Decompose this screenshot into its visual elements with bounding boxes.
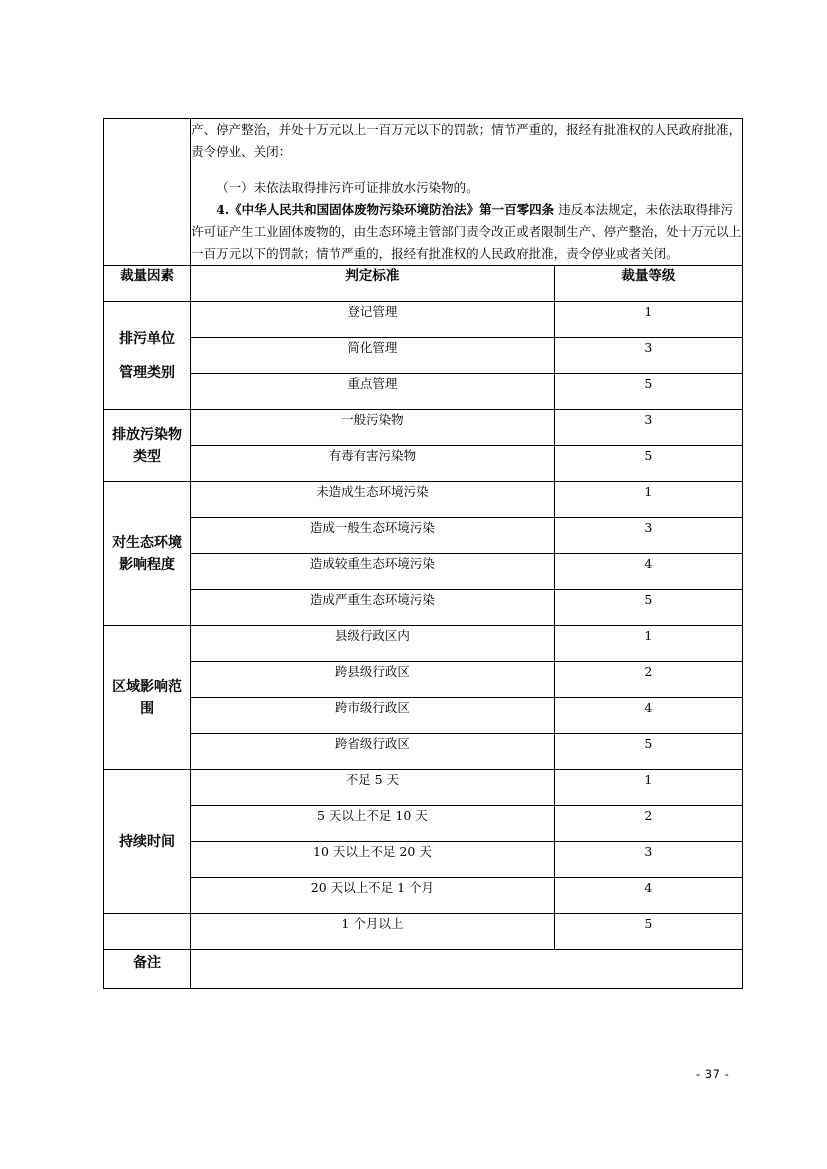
- criterion-cell: 不足 5 天: [191, 770, 555, 806]
- table-row: [104, 806, 743, 842]
- factor-cell-empty: [104, 914, 191, 950]
- legal-item-1: （一）未依法取得排污许可证排放水污染物的。: [216, 180, 479, 195]
- table-row: [104, 410, 743, 446]
- table-row: [104, 842, 743, 878]
- table-row: [104, 914, 743, 950]
- table-row: [104, 302, 743, 338]
- table-row: [104, 626, 743, 662]
- criterion-cell: 10 天以上不足 20 天: [191, 842, 555, 878]
- header-factor: 裁量因素: [104, 266, 191, 302]
- criterion-cell: 跨县级行政区: [191, 662, 555, 698]
- factor-line: 围: [140, 700, 155, 717]
- factor-cell-pollutant-type: [104, 410, 191, 482]
- criterion-cell: 跨市级行政区: [191, 698, 555, 734]
- table-row: [104, 446, 743, 482]
- table-row: [104, 554, 743, 590]
- level-cell: 3: [554, 518, 742, 554]
- criterion-cell: 跨省级行政区: [191, 734, 555, 770]
- level-cell: 1: [554, 770, 742, 806]
- note-label: 备注: [104, 950, 191, 989]
- criterion-cell: 简化管理: [191, 338, 555, 374]
- legal-paragraph-continuation: 产、停产整治，并处十万元以上一百万元以下的罚款；情节严重的，报经有批准权的人民政府批准，责令停业、关闭：: [191, 122, 742, 159]
- factor-line: 管理类别: [119, 364, 176, 381]
- article-4-heading: 4.《中华人民共和国固体废物污染环境防治法》第一百零四条: [216, 202, 555, 217]
- criterion-cell: 1 个月以上: [191, 914, 555, 950]
- factor-cell-management-type: [104, 302, 191, 410]
- level-cell: 1: [554, 626, 742, 662]
- level-cell: 3: [554, 338, 742, 374]
- legal-text-cell: [191, 119, 743, 266]
- criterion-cell: 重点管理: [191, 374, 555, 410]
- criterion-cell: 有毒有害污染物: [191, 446, 555, 482]
- header-level: 裁量等级: [554, 266, 742, 302]
- table-row: [104, 338, 743, 374]
- table-row: [104, 770, 743, 806]
- table-row: [104, 374, 743, 410]
- table-row: [104, 590, 743, 626]
- criterion-cell: 一般污染物: [191, 410, 555, 446]
- factor-line: 类型: [133, 448, 162, 465]
- factor-cell-regional-scope: [104, 626, 191, 770]
- level-cell: 5: [554, 734, 742, 770]
- table-row: [104, 734, 743, 770]
- level-cell: 5: [554, 446, 742, 482]
- legal-article-4: [191, 199, 742, 265]
- level-cell: 4: [554, 698, 742, 734]
- factor-line: 排放污染物: [112, 426, 183, 443]
- table-row: [104, 698, 743, 734]
- level-cell: 1: [554, 482, 742, 518]
- table-header-row: [104, 266, 743, 302]
- level-cell: 4: [554, 554, 742, 590]
- level-cell: 4: [554, 878, 742, 914]
- criterion-cell: 造成较重生态环境污染: [191, 554, 555, 590]
- factor-line: 对生态环境: [112, 534, 183, 551]
- criterion-cell: 5 天以上不足 10 天: [191, 806, 555, 842]
- criterion-cell: 造成严重生态环境污染: [191, 590, 555, 626]
- page-number: - 37 -: [696, 1067, 730, 1081]
- level-cell: 2: [554, 662, 742, 698]
- table-row: [104, 662, 743, 698]
- factor-cell-eco-impact: [104, 482, 191, 626]
- note-value: [191, 950, 743, 989]
- level-cell: 5: [554, 374, 742, 410]
- criterion-cell: 20 天以上不足 1 个月: [191, 878, 555, 914]
- criterion-cell: 造成一般生态环境污染: [191, 518, 555, 554]
- factor-line: 区域影响范: [112, 678, 183, 695]
- table-row: [104, 878, 743, 914]
- level-cell: 1: [554, 302, 742, 338]
- level-cell: 2: [554, 806, 742, 842]
- header-criterion: 判定标准: [191, 266, 555, 302]
- factor-line: 持续时间: [119, 833, 176, 850]
- factor-line: 排污单位: [119, 330, 176, 347]
- discretion-table: [103, 118, 743, 989]
- table-row: [104, 518, 743, 554]
- legal-text-left-cell: [104, 119, 191, 266]
- criterion-cell: 县级行政区内: [191, 626, 555, 662]
- level-cell: 3: [554, 842, 742, 878]
- table-row: [104, 482, 743, 518]
- level-cell: 5: [554, 914, 742, 950]
- article-4-body: 违反本法规定，未依法取得排污许可证产生工业固体废物的，由生态环境主管部门责令改正或者限制生产、停产整治，处十万元以上一百万元以下的罚款；情节严重的，报经有批准权的人民政府批准，责令停业或者关闭。: [191, 202, 742, 261]
- legal-text-row: [104, 119, 743, 266]
- factor-line: 影响程度: [119, 556, 176, 573]
- level-cell: 5: [554, 590, 742, 626]
- note-row: [104, 950, 743, 989]
- criterion-cell: 未造成生态环境污染: [191, 482, 555, 518]
- factor-cell-duration: [104, 770, 191, 914]
- level-cell: 3: [554, 410, 742, 446]
- criterion-cell: 登记管理: [191, 302, 555, 338]
